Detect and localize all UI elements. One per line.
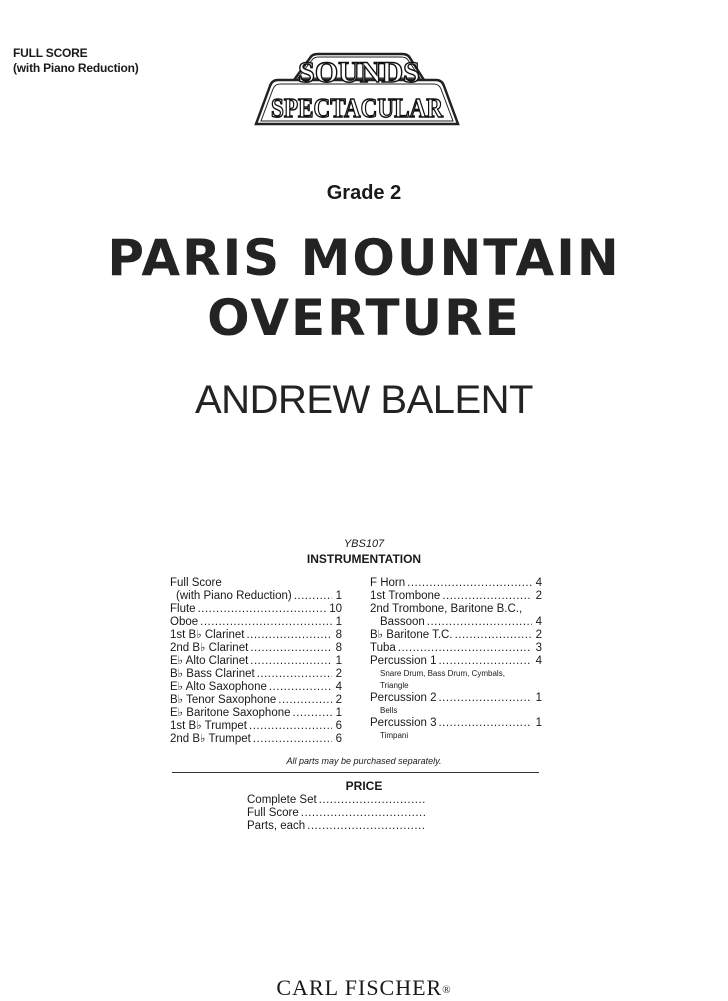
price-item: Complete Set	[247, 794, 317, 806]
part-count: 4	[535, 577, 542, 589]
price-item: Parts, each	[247, 820, 306, 832]
part-count: 3	[535, 642, 542, 654]
instrument-row	[170, 694, 342, 707]
instrument-name: Full Score	[170, 577, 222, 589]
part-count: 1	[335, 590, 342, 602]
instrument-row	[170, 668, 342, 681]
instrument-row	[370, 590, 542, 603]
instrument-name: Flute	[170, 603, 196, 615]
instrument-name: 2nd Trombone, Baritone B.C.,	[370, 603, 523, 615]
score-type-label	[13, 46, 139, 76]
instrument-note: Snare Drum, Bass Drum, Cymbals,	[380, 669, 505, 678]
instrument-row	[170, 681, 342, 694]
dot-leader	[200, 616, 332, 629]
price-row	[247, 794, 427, 807]
instrumentation-left-column	[170, 577, 342, 746]
dot-leader	[246, 629, 332, 642]
instrument-note: Triangle	[380, 681, 409, 690]
part-count: 2	[535, 629, 542, 641]
instrument-row	[170, 733, 342, 746]
dot-leader	[407, 577, 532, 590]
dot-leader	[442, 590, 532, 603]
instrument-note: Bells	[380, 706, 398, 715]
instrument-row	[170, 590, 342, 603]
part-count: 10	[329, 603, 342, 615]
instrument-row	[170, 629, 342, 642]
dot-leader	[294, 590, 332, 603]
dot-leader	[319, 794, 425, 807]
instrument-name: E♭ Alto Saxophone	[170, 681, 267, 693]
composer-name: ANDREW BALENT	[195, 378, 533, 422]
part-count: 4	[335, 681, 342, 693]
logo-line2: SPECTACULAR	[271, 93, 444, 123]
instrument-name: B♭ Bass Clarinet	[170, 668, 255, 680]
instrument-name: Percussion 3	[370, 717, 437, 729]
part-count: 1	[335, 616, 342, 628]
logo-line1: SOUNDS	[298, 56, 420, 89]
part-count: 1	[535, 717, 542, 729]
instrument-name: 2nd B♭ Trumpet	[170, 733, 251, 745]
part-count: 6	[335, 733, 342, 745]
instrument-row	[370, 603, 542, 616]
instrument-name: F Horn	[370, 577, 406, 589]
dot-leader	[398, 642, 532, 655]
dot-leader	[269, 681, 332, 694]
part-count: 4	[535, 616, 542, 628]
part-count: 6	[335, 720, 342, 732]
instrument-row	[170, 577, 342, 590]
instrument-row	[370, 717, 542, 730]
instrument-name: 1st B♭ Trumpet	[170, 720, 248, 732]
title-line2: OVERTURE	[207, 289, 521, 347]
instrument-row	[370, 655, 542, 668]
instrument-name: 1st Trombone	[370, 590, 441, 602]
instrument-name: Percussion 2	[370, 692, 437, 704]
catalog-number: YBS107	[343, 538, 385, 550]
instrument-name: Bassoon	[380, 616, 425, 628]
instrument-row	[370, 629, 542, 642]
score-type: FULL SCORE	[13, 46, 88, 60]
instrument-name: E♭ Alto Clarinet	[170, 655, 249, 667]
instrument-name: B♭ Baritone T.C.	[370, 629, 453, 641]
dot-leader	[293, 707, 332, 720]
dot-leader	[253, 733, 332, 746]
grade-label: Grade 2	[326, 182, 402, 204]
dot-leader	[438, 717, 532, 730]
instrument-row	[170, 655, 342, 668]
price-row	[247, 807, 427, 820]
instrument-row	[370, 642, 542, 655]
dot-leader	[257, 668, 332, 681]
score-note: (with Piano Reduction)	[13, 61, 139, 75]
instrumentation-right-column	[370, 577, 542, 742]
part-count: 2	[535, 590, 542, 602]
dot-leader	[198, 603, 328, 616]
instrument-row	[170, 720, 342, 733]
registered-mark: ®	[442, 984, 452, 996]
dot-leader	[250, 655, 332, 668]
price-list	[247, 794, 427, 833]
price-heading: PRICE	[345, 779, 383, 793]
part-count: 1	[335, 707, 342, 719]
part-count: 8	[335, 642, 342, 654]
instrument-name: (with Piano Reduction)	[176, 590, 292, 602]
instrument-name: B♭ Tenor Saxophone	[170, 694, 277, 706]
instrument-note: Timpani	[380, 731, 409, 740]
dot-leader	[249, 720, 332, 733]
part-count: 1	[535, 692, 542, 704]
part-count: 1	[335, 655, 342, 667]
dot-leader	[438, 692, 532, 705]
instrument-name: 1st B♭ Clarinet	[170, 629, 245, 641]
instrument-row	[170, 616, 342, 629]
instrumentation-heading: INSTRUMENTATION	[306, 552, 422, 566]
instrument-row	[370, 692, 542, 705]
dot-leader	[301, 807, 425, 820]
instrument-name: Percussion 1	[370, 655, 437, 667]
instrument-row	[170, 603, 342, 616]
publisher-text: CARL FISCHER	[276, 975, 443, 1000]
title-line1: PARIS MOUNTAIN	[107, 229, 621, 287]
part-count: 8	[335, 629, 342, 641]
publisher-name	[0, 975, 728, 1001]
part-count: 2	[335, 694, 342, 706]
instrument-row	[170, 642, 342, 655]
instrument-row	[170, 707, 342, 720]
part-count: 2	[335, 668, 342, 680]
instrument-name: 2nd B♭ Clarinet	[170, 642, 249, 654]
dot-leader	[307, 820, 425, 833]
dot-leader	[278, 694, 332, 707]
dot-leader	[438, 655, 532, 668]
dot-leader	[455, 629, 532, 642]
instrument-name: Tuba	[370, 642, 396, 654]
divider-rule	[172, 772, 539, 773]
instrument-row	[370, 616, 542, 629]
parts-note: All parts may be purchased separately.	[286, 756, 442, 766]
price-row	[247, 820, 427, 833]
dot-leader	[250, 642, 332, 655]
instrument-row	[370, 577, 542, 590]
sounds-spectacular-logo	[252, 44, 462, 130]
instrument-name: E♭ Baritone Saxophone	[170, 707, 291, 719]
dot-leader	[427, 616, 532, 629]
part-count: 4	[535, 655, 542, 667]
price-item: Full Score	[247, 807, 299, 819]
instrument-name: Oboe	[170, 616, 199, 628]
